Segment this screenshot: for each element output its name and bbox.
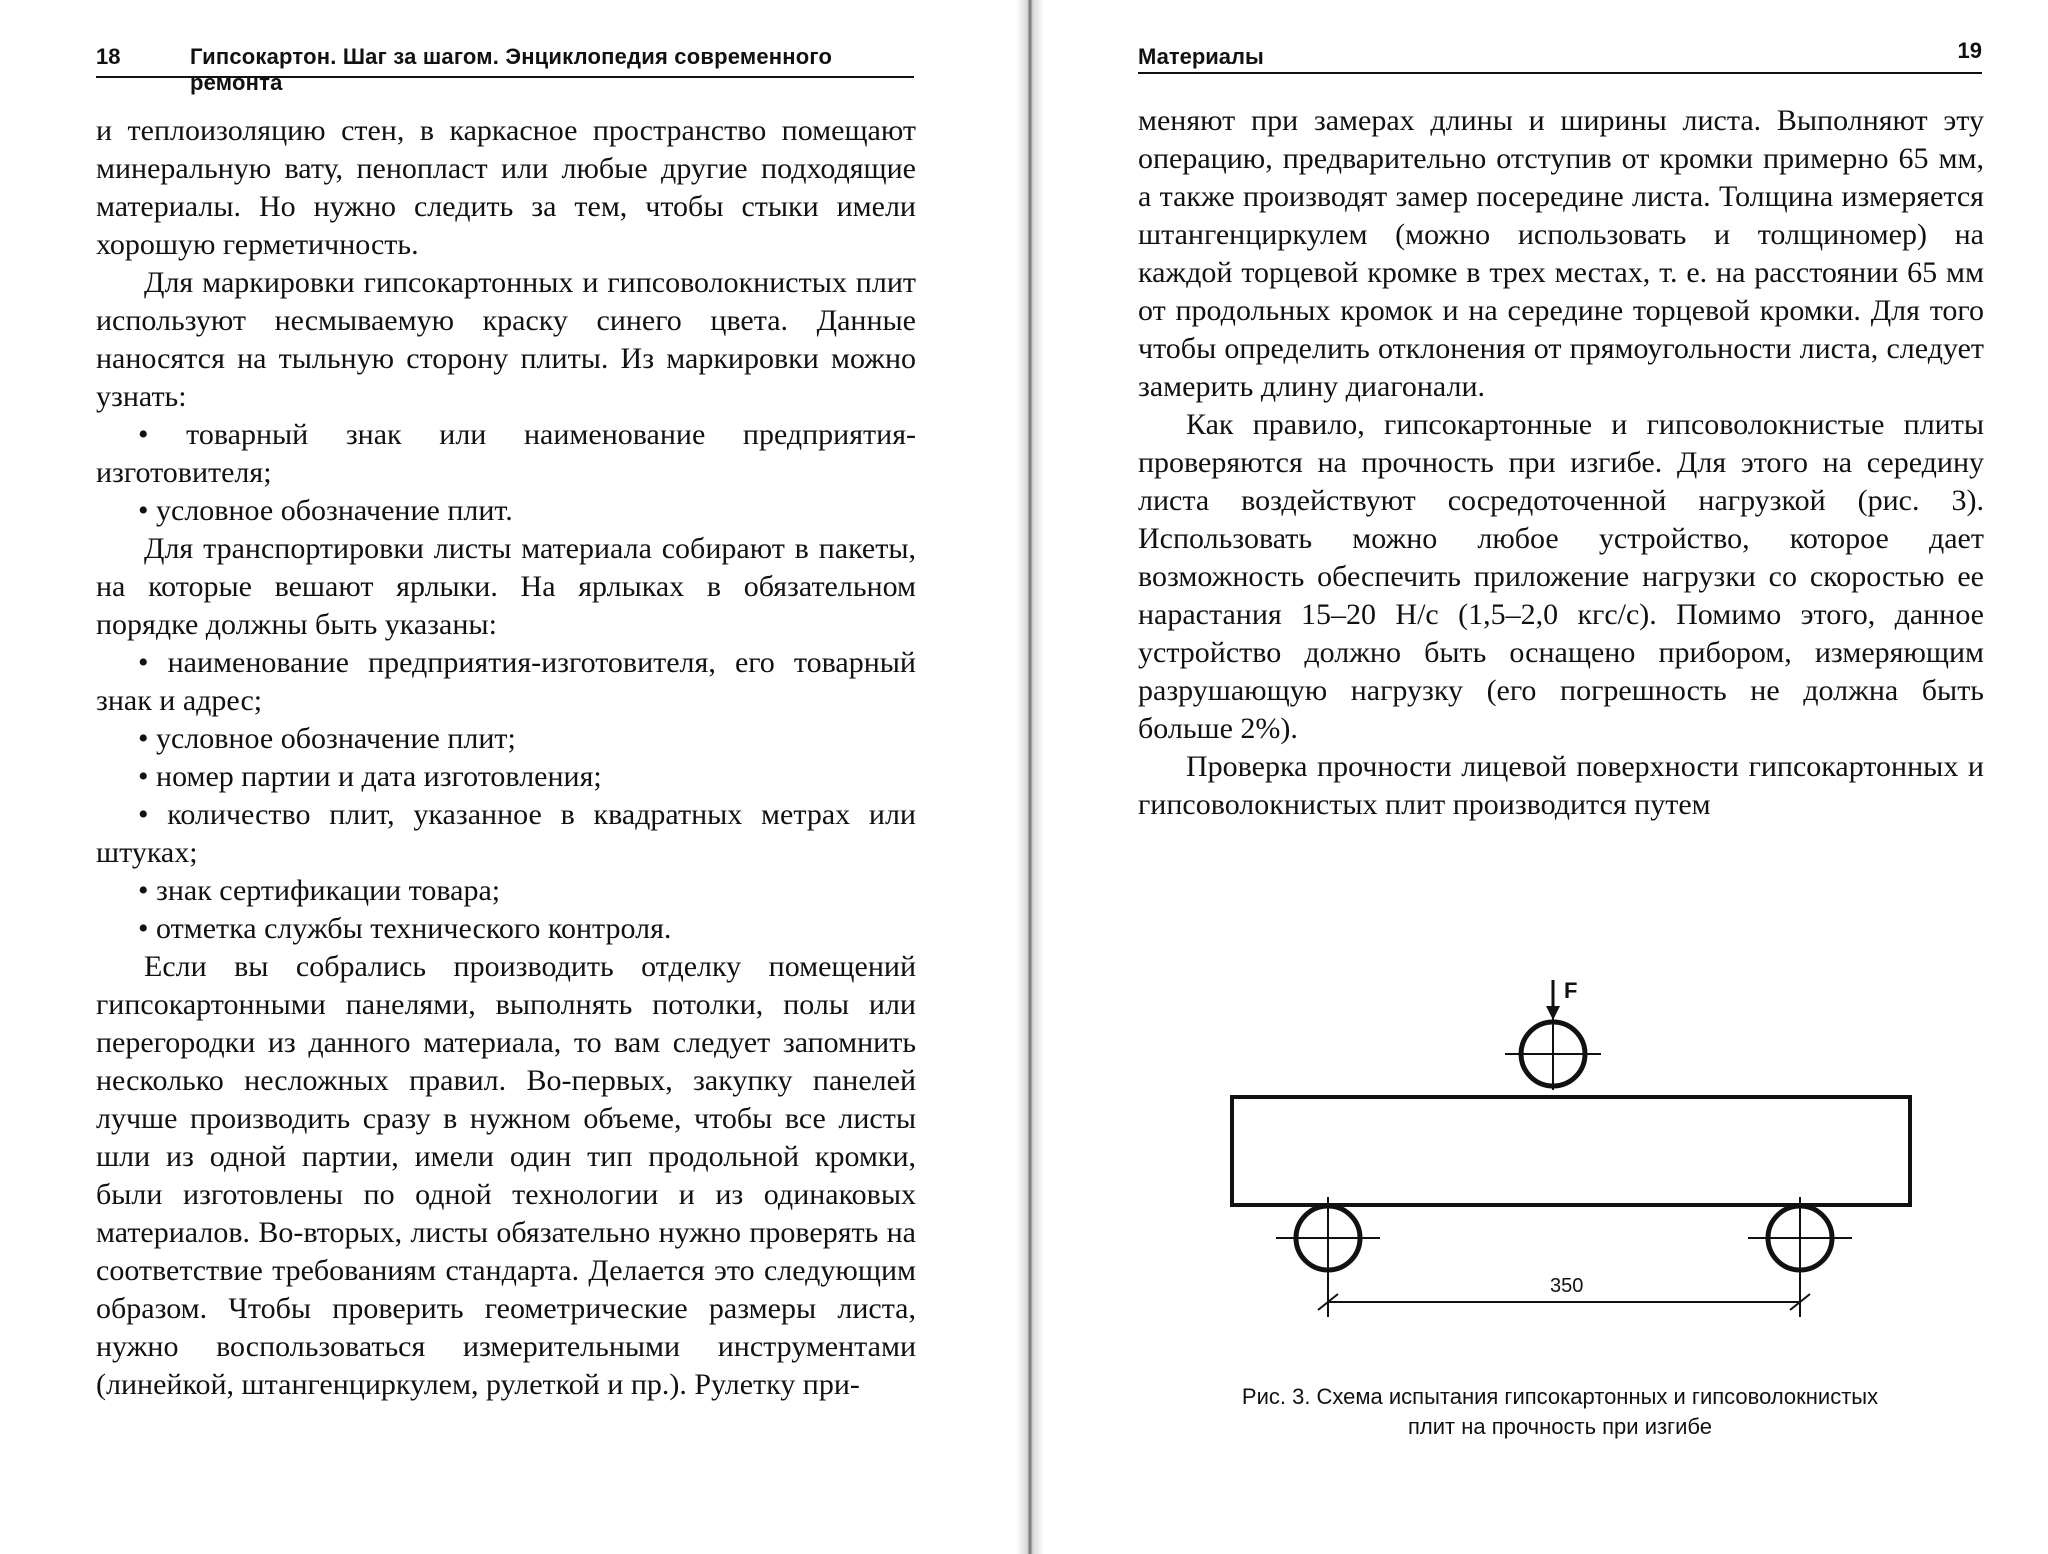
bullet-item: • номер партии и дата изготовления; bbox=[96, 758, 916, 796]
paragraph: Для транспортировки листы материала собирают в пакеты, на которые вешают ярлыки. На ярлыках в обязательном порядке должны быть указаны: bbox=[96, 532, 916, 641]
left-page-number: 18 bbox=[96, 44, 121, 69]
left-running-title: Гипсокартон. Шаг за шагом. Энциклопедия современного ремонта bbox=[190, 44, 833, 95]
right-running-title: Материалы bbox=[1138, 44, 1264, 69]
specimen-plate bbox=[1232, 1097, 1910, 1205]
right-running-header bbox=[1138, 38, 1982, 74]
figure-caption bbox=[1130, 1382, 1990, 1442]
left-running-header bbox=[96, 38, 914, 95]
force-label: F bbox=[1564, 978, 1578, 1003]
caption-line: Рис. 3. Схема испытания гипсокартонных и гипсоволокнистых bbox=[1241, 1384, 1879, 1409]
left-body-text bbox=[96, 112, 916, 1404]
force-arrow-head bbox=[1546, 1006, 1560, 1020]
right-page-number: 19 bbox=[1957, 38, 1982, 63]
bullet-item: • знак сертификации товара; bbox=[96, 872, 916, 910]
bullet-item: • наименование предприятия-изготовителя, его товарный знак и адрес; bbox=[96, 644, 916, 720]
paragraph: и теплоизоляцию стен, в каркасное пространство помещают минеральную вату, пенопласт или любые другие подходящие материалы. Но нужно следить за тем, чтобы стыки имели хорошую герметичность. bbox=[96, 114, 916, 261]
bullet-item: • условное обозначение плит; bbox=[96, 720, 916, 758]
right-page bbox=[1030, 0, 2048, 1554]
paragraph: Если вы собрались производить отделку помещений гипсокартонными панелями, выполнять потолки, полы или перегородки из данного материала, то вам следует запомнить несколько несложных правил. Во-первых, закупку панелей лучше производить сразу в нужном объеме, чтобы все листы шли из одной партии, имели один тип продольной кромки, были изготовлены по одной технологии и из одинаковых материалов. Во-вторых, листы обязательно нужно проверять на соответствие требованиям стандарта. Делается это следующим образом. Чтобы проверить геометрические размеры листа, нужно воспользоваться измерительными инструментами (линейкой, штангенциркулем, рулеткой и пр.). Рулетку при- bbox=[96, 950, 916, 1401]
caption-line: плит на прочность при изгибе bbox=[1408, 1414, 1712, 1439]
paragraph: Для маркировки гипсокартонных и гипсоволокнистых плит используют несмываемую краску синего цвета. Данные наносятся на тыльную сторону плиты. Из маркировки можно узнать: bbox=[96, 266, 916, 413]
paragraph: Как правило, гипсокартонные и гипсоволокнистые плиты проверяются на прочность при изгибе. Для этого на середину листа воздействуют сосредоточенной нагрузкой (рис. 3). Использовать можно любое устройство, которое дает возможность обеспечить приложение нагрузки со скоростью ее нарастания 15–20 Н/с (1,5–2,0 кгс/с). Помимо этого, данное устройство должно быть оснащено прибором, измеряющим разрушающую нагрузку (его погрешность не должна быть больше 2%). bbox=[1138, 408, 1984, 745]
dimension-label: 350 bbox=[1550, 1275, 1584, 1297]
paragraph: меняют при замерах длины и ширины листа. Выполняют эту операцию, предварительно отступив от кромки примерно 65 мм, а также производят замер посередине листа. Толщина измеряется штангенциркулем (можно использовать и толщиномер) на каждой торцевой кромке в трех местах, т. е. на расстоянии 65 мм от продольных кромок и на середине торцевой кромки. Для того чтобы определить отклонения от прямоугольности листа, следует замерить длину диагонали. bbox=[1138, 104, 1984, 403]
bullet-item: • товарный знак или наименование предприятия-изготовителя; bbox=[96, 416, 916, 492]
paragraph: Проверка прочности лицевой поверхности гипсокартонных и гипсоволокнистых плит производится путем bbox=[1138, 750, 1984, 821]
bullet-item: • количество плит, указанное в квадратных метрах или штуках; bbox=[96, 796, 916, 872]
bullet-item: • условное обозначение плит. bbox=[96, 492, 916, 530]
right-body-text bbox=[1138, 102, 1984, 824]
bullet-item: • отметка службы технического контроля. bbox=[96, 910, 916, 948]
diagram-svg bbox=[1180, 972, 1940, 1332]
bending-test-diagram bbox=[1180, 972, 1940, 1332]
